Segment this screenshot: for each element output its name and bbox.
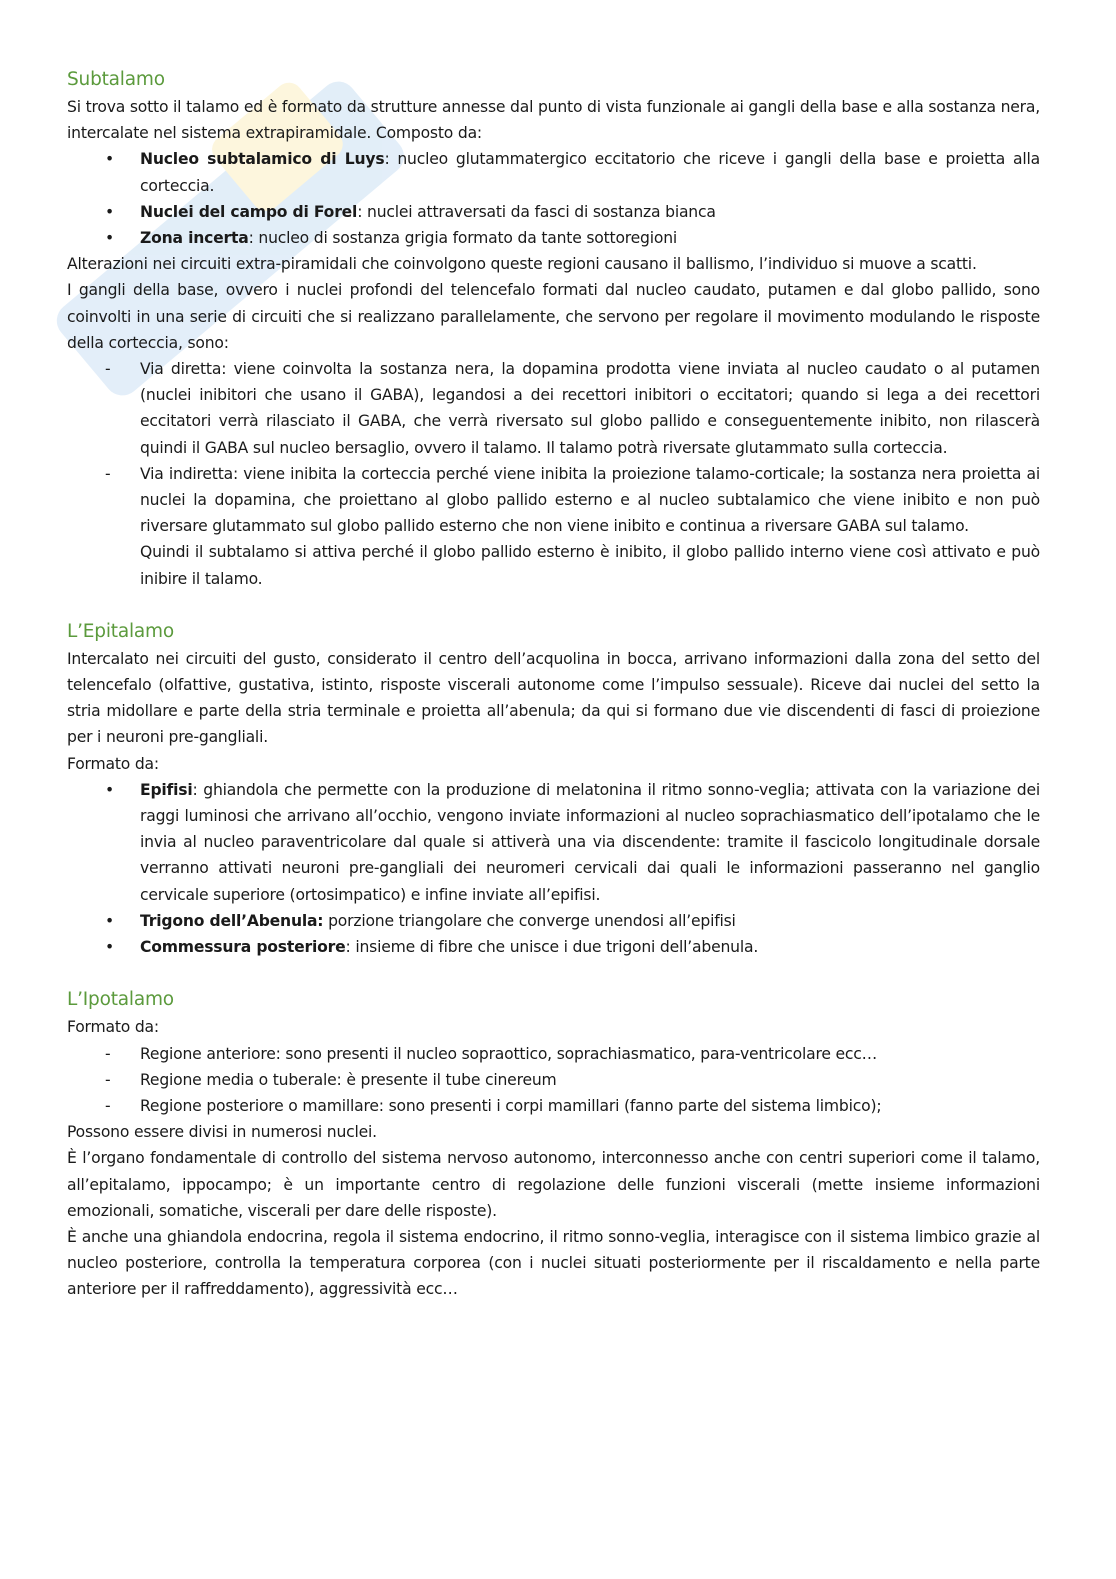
definition: : nuclei attraversati da fasci di sostanza bianca bbox=[357, 202, 716, 221]
bullet-list bbox=[67, 146, 1040, 251]
section-subtalamo bbox=[67, 66, 1040, 592]
list-item bbox=[67, 356, 1040, 461]
paragraph: Si trova sotto il talamo ed è formato da strutture annesse dal punto di vista funzionale ai gangli della base e alla sostanza nera, intercalate nel sistema extrapiramidale. Composto da: bbox=[67, 98, 1041, 143]
definition: : nucleo di sostanza grigia formato da tante sottoregioni bbox=[248, 229, 678, 248]
section-epitalamo bbox=[67, 618, 1040, 960]
list-item bbox=[67, 1041, 1040, 1067]
definition: : insieme di fibre che unisce i due trigoni dell’abenula. bbox=[345, 938, 759, 957]
dash-icon: - bbox=[105, 1070, 111, 1089]
term: Trigono dell’Abenula: bbox=[140, 911, 324, 930]
item-text: Regione posteriore o mamillare: sono presenti i corpi mamillari (fanno parte del sistema limbico); bbox=[140, 1096, 882, 1115]
term: Nuclei del campo di Forel bbox=[140, 202, 358, 221]
definition: : ghiandola che permette con la produzione di melatonina il ritmo sonno-veglia; attivata con la variazione dei raggi luminosi che arrivano all’occhio, vengono inviate informazioni al nucleo soprachiasmatico dell’ipotalamo che le invia al nucleo paraventricolare dal quale si attiverà una via discendente: tramite il fascicolo longitudinale dorsale verranno attivati neuroni pre-gangliali dei neuromeri cervicali dai quali le informazioni passeranno nel ganglio cervicale superiore (ortosimpatico) e infine inviate all’epifisi. bbox=[140, 780, 1040, 904]
definition: : nucleo glutammatergico eccitatorio che riceve i gangli della base e proietta alla corteccia. bbox=[140, 150, 1040, 195]
list-item bbox=[67, 777, 1040, 908]
item-text: Regione media o tuberale: è presente il tube cinereum bbox=[140, 1070, 557, 1089]
list-item bbox=[67, 934, 1040, 960]
list-item bbox=[67, 199, 1040, 225]
list-item bbox=[67, 1067, 1040, 1093]
dash-icon: - bbox=[105, 360, 111, 379]
paragraph: Formato da: bbox=[67, 1018, 159, 1037]
item-text: Via diretta: viene coinvolta la sostanza nera, la dopamina prodotta viene inviata al nucleo caudato o al putamen (nuclei inibitori che usano il GABA), legandosi a dei recettori inibitori o eccitatori; quando si lega a dei recettori eccitatori verrà rilasciato il GABA, che verrà riversato sul globo pallido e conseguentemente inibito, non rilascerà quindi il GABA sul nucleo bersaglio, ovvero il talamo. Il talamo potrà riversate glutammato sulla corteccia. bbox=[140, 360, 1040, 457]
paragraph: Formato da: bbox=[67, 754, 159, 773]
list-item bbox=[67, 225, 1040, 251]
list-item bbox=[67, 1093, 1040, 1119]
term: Epifisi bbox=[140, 780, 193, 799]
list-item bbox=[67, 461, 1040, 540]
paragraph: Possono essere divisi in numerosi nuclei. bbox=[67, 1123, 377, 1142]
paragraph: Alterazioni nei circuiti extra-piramidali che coinvolgono queste regioni causano il ballismo, l’individuo si muove a scatti. bbox=[67, 255, 977, 274]
paragraph: È anche una ghiandola endocrina, regola il sistema endocrino, il ritmo sonno-veglia, interagisce con il sistema limbico grazie al nucleo posteriore, controlla la temperatura corporea (con i nuclei situati posteriormente per il riscaldamento e nella parte anteriore per il raffreddamento), aggressività ecc… bbox=[67, 1227, 1040, 1299]
list-item bbox=[67, 908, 1040, 934]
term: Zona incerta bbox=[140, 229, 249, 248]
term: Nucleo subtalamico di Luys bbox=[140, 150, 385, 169]
term: Commessura posteriore bbox=[140, 938, 346, 957]
section-heading: Subtalamo bbox=[67, 69, 165, 90]
dash-list bbox=[67, 1041, 1040, 1120]
dash-icon: - bbox=[105, 464, 111, 483]
section-ipotalamo bbox=[67, 986, 1040, 1302]
section-heading: L’Epitalamo bbox=[67, 620, 174, 642]
bullet-icon: • bbox=[105, 202, 114, 221]
paragraph: È l’organo fondamentale di controllo del sistema nervoso autonomo, interconnesso anche con centri superiori come il talamo, all’epitalamo, ippocampo; è un importante centro di regolazione delle funzioni viscerali (mette insieme informazioni emozionali, somatiche, viscerali per dare delle risposte). bbox=[67, 1149, 1040, 1220]
dash-icon: - bbox=[105, 1044, 111, 1063]
section-heading: L’Ipotalamo bbox=[67, 989, 174, 1011]
bullet-icon: • bbox=[105, 150, 114, 169]
paragraph: I gangli della base, ovvero i nuclei profondi del telencefalo formati dal nucleo caudato, putamen e dal globo pallido, sono coinvolti in una serie di circuiti che si realizzano parallelamente, che servono per regolare il movimento modulando le risposte della corteccia, sono: bbox=[67, 281, 1040, 352]
document-page bbox=[67, 66, 1040, 1303]
bullet-icon: • bbox=[105, 911, 114, 930]
item-text: Quindi il subtalamo si attiva perché il globo pallido esterno è inibito, il globo pallido interno viene così attivato e può inibire il talamo. bbox=[140, 543, 1040, 588]
list-item bbox=[67, 146, 1040, 198]
bullet-icon: • bbox=[105, 938, 114, 957]
dash-list bbox=[67, 356, 1040, 592]
bullet-icon: • bbox=[105, 229, 114, 248]
dash-icon: - bbox=[105, 1096, 111, 1115]
paragraph: Intercalato nei circuiti del gusto, considerato il centro dell’acquolina in bocca, arrivano informazioni dalla zona del setto del telencefalo (olfattive, gustativa, istinto, risposte viscerali autonome come l’impulso sessuale). Riceve dai nuclei del setto la stria midollare e parte della stria terminale e proietta all’abenula; da qui si formano due vie discendenti di fasci di proiezione per i neuroni pre-gangliali. bbox=[67, 649, 1040, 747]
list-item-continuation bbox=[67, 539, 1040, 591]
item-text: Via indiretta: viene inibita la corteccia perché viene inibita la proiezione talamo-corticale; la sostanza nera proietta ai nuclei la dopamina, che proiettano al globo pallido esterno e al nucleo subtalamico che viene inibito e non può riversare glutammato sul globo pallido esterno che non viene inibito e continua a riversare GABA sul talamo. bbox=[140, 464, 1040, 536]
bullet-icon: • bbox=[105, 780, 114, 799]
item-text: Regione anteriore: sono presenti il nucleo sopraottico, soprachiasmatico, para-ventricolare ecc… bbox=[140, 1044, 878, 1063]
bullet-list bbox=[67, 777, 1040, 960]
definition: porzione triangolare che converge unendosi all’epifisi bbox=[323, 911, 736, 930]
